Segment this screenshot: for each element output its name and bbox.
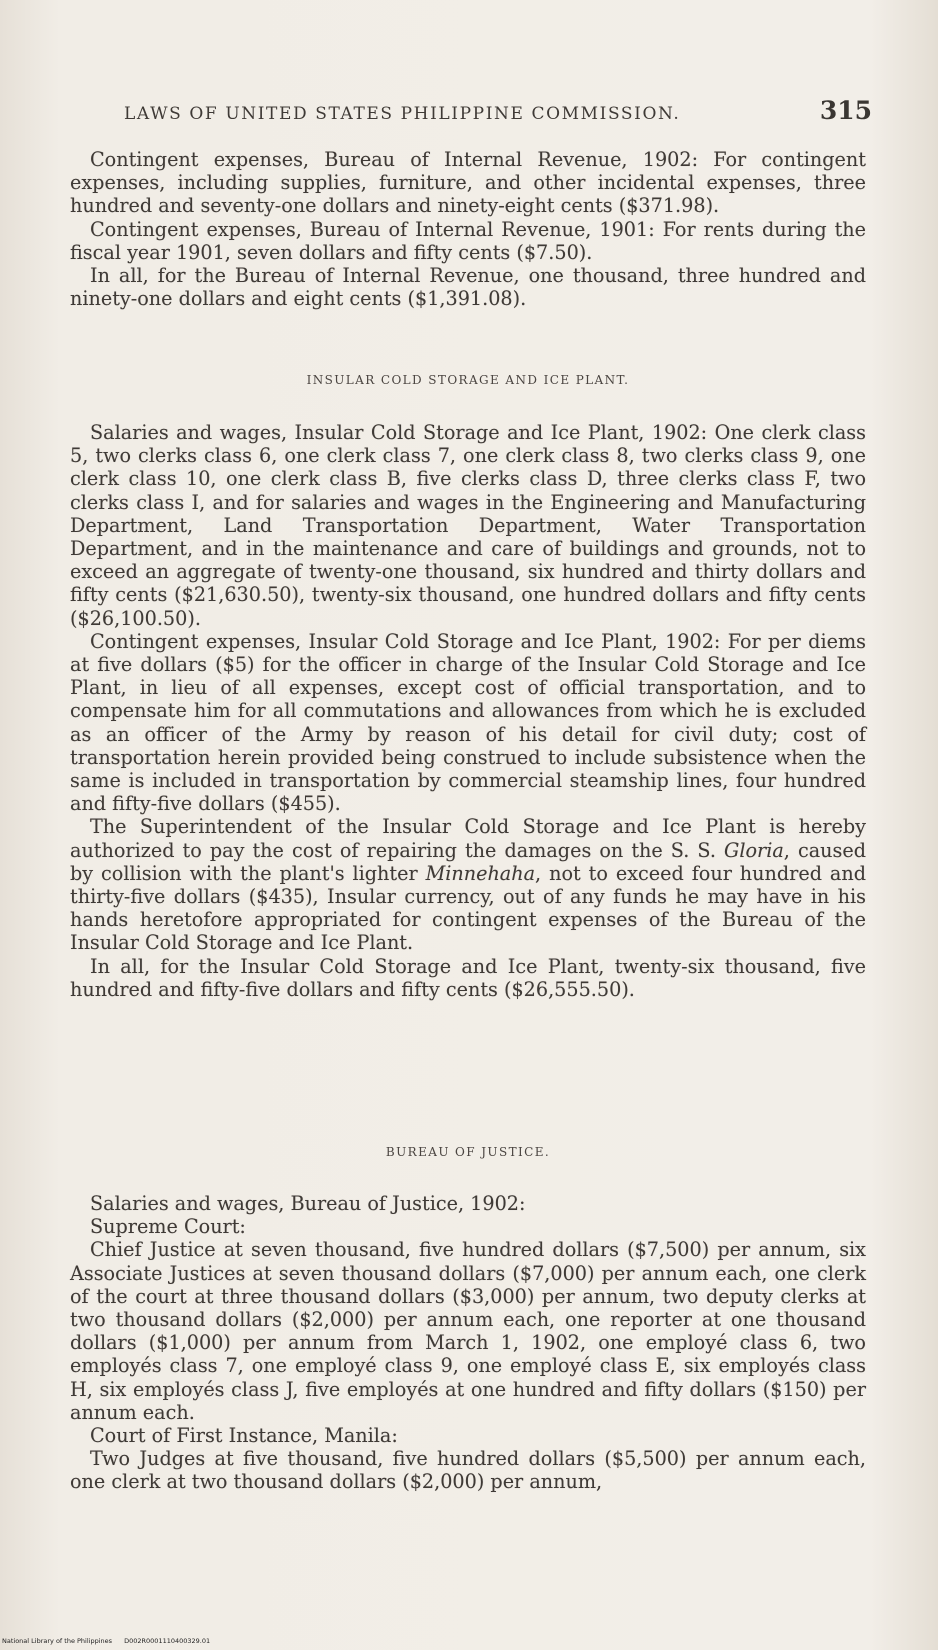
paragraph: Salaries and wages, Insular Cold Storage and Ice Plant, 1902: One clerk class 5, two clerks class 6, one clerk class 7, one clerk class 8, two clerks class 9, one clerk class 10, one clerk class B, five clerks class D, three clerks class F, two clerks class I, and for salaries and wages in the Engineering and Manufacturing Department, Land Transportation Department, Water Transportation Department, and in the maintenance and care of buildings and grounds, not to exceed an aggregate of twenty-one thousand, six hundred and thirty dollars and fifty cents ($21,630.50), twenty-six thousand, one hundred dollars and fifty cents ($26,100.50). (70, 421, 866, 630)
scan-footer (2, 1637, 220, 1645)
page-header (124, 96, 872, 132)
scan-code: D002R0001110400329.01 (124, 1637, 211, 1645)
paragraph: Salaries and wages, Bureau of Justice, 1902: (90, 1192, 526, 1215)
section-heading-justice: BUREAU OF JUSTICE. (385, 1145, 551, 1159)
internal-revenue-section (70, 148, 866, 310)
text-run: , caused by collision with the plant's lighter (70, 838, 866, 885)
paragraph: Contingent expenses, Bureau of Internal Revenue, 1902: For contingent expenses, including supplies, furniture, and other incidental expenses, three hundred and seventy-one dollars and ninety-eight cents ($371.98). (70, 148, 866, 218)
paragraph: Court of First Instance, Manila: (90, 1424, 398, 1448)
library-name: National Library of the Philippines (2, 1637, 113, 1645)
insular-cold-storage-section (70, 421, 866, 1001)
text-run: , not to exceed four hundred and thirty-five dollars ($435), Insular currency, out of any funds he may have in his hands heretofore appropriated for contingent expenses of the Bureau of the Insular Cold Storage and Ice Plant. (70, 861, 866, 955)
paragraph: In all, for the Bureau of Internal Revenue, one thousand, three hundred and ninety-one dollars and eight cents ($1,391.08). (70, 264, 866, 311)
paragraph: Chief Justice at seven thousand, five hundred dollars ($7,500) per annum, six Associate Justices at seven thousand dollars ($7,000) per annum each, one clerk of the court at three thousand dollars ($3,000) per annum, two deputy clerks at two thousand dollars ($2,000) per annum each, one reporter at one thousand dollars ($1,000) per annum from March 1, 1902, one employé class 6, two employés class 7, one employé class 9, one employé class E, six employés class H, six employés class J, five employés at one hundred and fifty dollars ($150) per annum each. (70, 1238, 866, 1424)
paragraph: Contingent expenses, Insular Cold Storage and Ice Plant, 1902: For per diems at five dollars ($5) for the officer in charge of the Insular Cold Storage and Ice Plant, in lieu of all expenses, except cost of official transportation, and to compensate him for all commutations and allowances from which he is excluded as an officer of the Army by reason of his detail for civil duty; cost of transportation herein provided being construed to include subsistence when the same is included in transportation by commercial steamship lines, four hundred and fifty-five dollars ($455). (70, 629, 866, 816)
text-run: The Superintendent of the Insular Cold Storage and Ice Plant is hereby authorized to pay the cost of repairing the damages on the S. S. (70, 815, 866, 862)
paragraph: Two Judges at five thousand, five hundred dollars ($5,500) per annum each, one clerk at two thousand dollars ($2,000) per annum, (70, 1447, 866, 1494)
bureau-of-justice-section (70, 1192, 866, 1494)
running-head: LAWS OF UNITED STATES PHILIPPINE COMMISSION. (124, 104, 681, 124)
ship-name: Gloria (724, 838, 784, 862)
section-heading-insular: INSULAR COLD STORAGE AND ICE PLANT. (306, 373, 630, 387)
paragraph: Supreme Court: (90, 1215, 246, 1239)
page-number: 315 (819, 96, 872, 125)
paragraph (70, 815, 866, 954)
paragraph: In all, for the Insular Cold Storage and Ice Plant, twenty-six thousand, five hundred and fifty-five dollars and fifty cents ($26,555.50). (70, 954, 866, 1001)
ship-name: Minnehaha (425, 861, 536, 885)
paragraph: Contingent expenses, Bureau of Internal Revenue, 1901: For rents during the fiscal year 1901, seven dollars and fifty cents ($7.50). (70, 217, 866, 264)
